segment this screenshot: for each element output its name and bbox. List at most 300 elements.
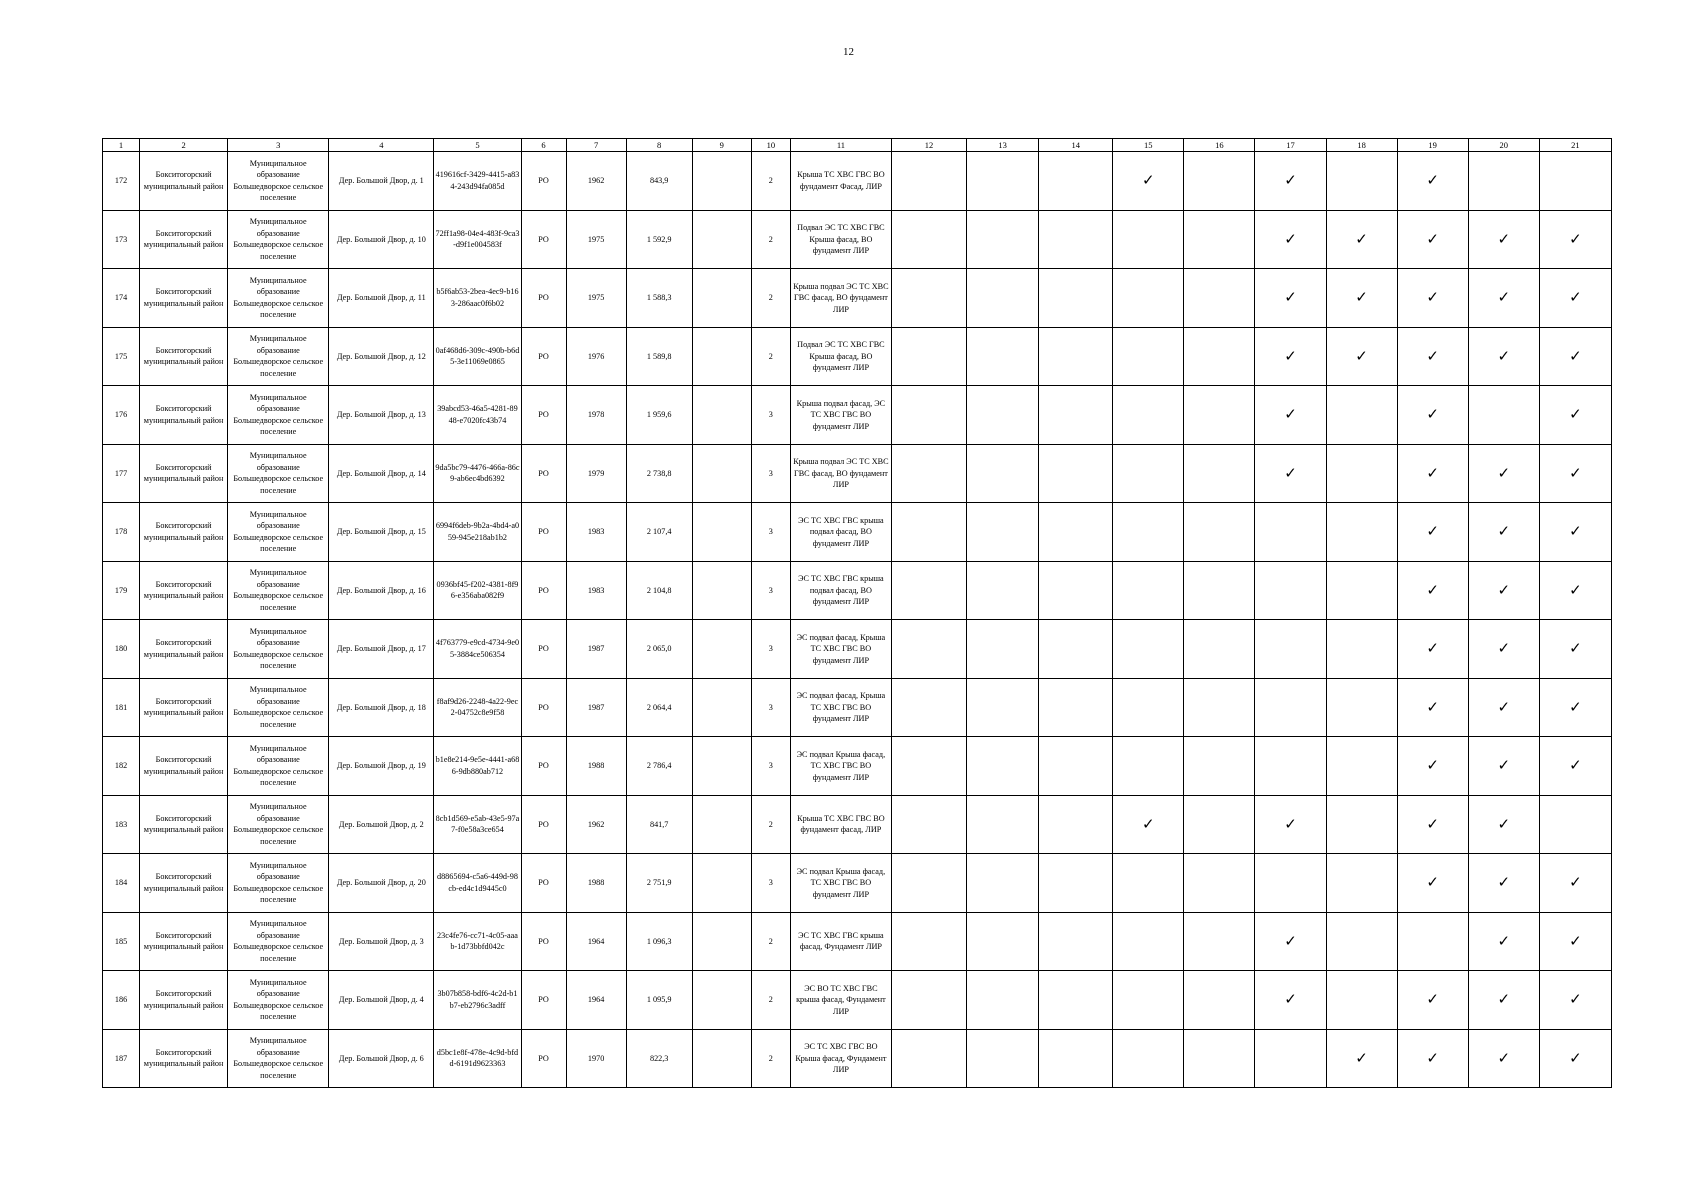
- cell-column-15: [1113, 1029, 1184, 1088]
- cell-district: Бокситогорский муниципальный район: [140, 444, 228, 503]
- check-mark-icon: ✓: [1355, 346, 1368, 365]
- cell-works: Крыша подвал ЭС ТС ХВС ГВС фасад, ВО фундамент ЛИР: [790, 444, 891, 503]
- cell-works: Крыша подвал ЭС ТС ХВС ГВС фасад, ВО фундамент ЛИР: [790, 269, 891, 328]
- cell-column-19: [1397, 327, 1468, 386]
- cell-column-14: [1039, 327, 1113, 386]
- cell-column-13: [967, 1029, 1039, 1088]
- check-mark-icon: ✓: [1426, 171, 1439, 189]
- cell-column-9: [692, 444, 751, 503]
- check-mark-icon: ✓: [1426, 463, 1439, 482]
- cell-column-16: [1184, 795, 1255, 854]
- cell-column-15: [1113, 269, 1184, 328]
- check-mark-icon: ✓: [1355, 229, 1368, 248]
- cell-column-18: [1326, 503, 1397, 562]
- cell-column-9: [692, 327, 751, 386]
- cell-uuid: b5f6ab53-2bea-4ec9-b163-286aac0f6b02: [434, 269, 521, 328]
- cell-municipality: Муниципальное образование Большедворское сельское поселение: [228, 503, 329, 562]
- cell-column-17: [1255, 678, 1326, 737]
- cell-works: Крыша подвал фасад, ЭС ТС ХВС ГВС ВО фундамент ЛИР: [790, 386, 891, 445]
- check-mark-icon: ✓: [1497, 873, 1511, 891]
- check-mark-icon: ✓: [1569, 639, 1582, 657]
- cell-column-14: [1039, 678, 1113, 737]
- cell-column-10: 3: [751, 737, 790, 796]
- cell-column-9: [692, 1029, 751, 1088]
- column-number-14: 14: [1039, 139, 1113, 152]
- cell-address: Дер. Большой Двор, д. 12: [329, 327, 434, 386]
- cell-uuid: 0af468d6-309c-490b-b6d5-3e11069e0865: [434, 327, 521, 386]
- check-mark-icon: ✓: [1426, 1048, 1439, 1067]
- cell-column-13: [967, 620, 1039, 679]
- check-mark-icon: ✓: [1569, 1048, 1582, 1067]
- check-mark-icon: ✓: [1569, 697, 1582, 716]
- check-mark-icon: ✓: [1569, 405, 1582, 423]
- cell-column-9: [692, 971, 751, 1030]
- check-mark-icon: ✓: [1497, 814, 1511, 833]
- table-row: [103, 737, 1612, 796]
- cell-year: 1988: [566, 737, 626, 796]
- check-mark-icon: ✓: [1569, 931, 1582, 950]
- cell-column-9: [692, 620, 751, 679]
- cell-column-20: [1468, 971, 1539, 1030]
- cell-address: Дер. Большой Двор, д. 15: [329, 503, 434, 562]
- cell-column-12: [891, 269, 966, 328]
- cell-column-19: [1397, 971, 1468, 1030]
- cell-area: 2 065,0: [626, 620, 692, 679]
- cell-column-12: [891, 503, 966, 562]
- cell-area: 1 095,9: [626, 971, 692, 1030]
- cell-address: Дер. Большой Двор, д. 18: [329, 678, 434, 737]
- cell-municipality: Муниципальное образование Большедворское сельское поселение: [228, 854, 329, 913]
- cell-uuid: 72ff1a98-04e4-483f-9ca3-d9f1e004583f: [434, 210, 521, 269]
- cell-column-19: [1397, 152, 1468, 211]
- cell-column-13: [967, 795, 1039, 854]
- cell-column-17: [1255, 561, 1326, 620]
- cell-year: 1975: [566, 269, 626, 328]
- cell-municipality: Муниципальное образование Большедворское сельское поселение: [228, 795, 329, 854]
- check-mark-icon: ✓: [1284, 931, 1297, 950]
- cell-address: Дер. Большой Двор, д. 13: [329, 386, 434, 445]
- cell-municipality: Муниципальное образование Большедворское сельское поселение: [228, 444, 329, 503]
- cell-year: 1970: [566, 1029, 626, 1088]
- cell-column-12: [891, 678, 966, 737]
- check-mark-icon: ✓: [1497, 580, 1511, 599]
- cell-area: 841,7: [626, 795, 692, 854]
- cell-column-9: [692, 737, 751, 796]
- cell-column-16: [1184, 737, 1255, 796]
- cell-column-19: [1397, 620, 1468, 679]
- cell-column-14: [1039, 1029, 1113, 1088]
- cell-column-16: [1184, 386, 1255, 445]
- cell-column-17: [1255, 386, 1326, 445]
- cell-column-18: [1326, 386, 1397, 445]
- cell-district: Бокситогорский муниципальный район: [140, 327, 228, 386]
- cell-uuid: 0936bf45-f202-4381-8f96-e356aba082f9: [434, 561, 521, 620]
- cell-uuid: 419616cf-3429-4415-a834-243d94fa085d: [434, 152, 521, 211]
- column-number-11: 11: [790, 139, 891, 152]
- cell-uuid: 39abcd53-46a5-4281-8948-e7020fc43b74: [434, 386, 521, 445]
- cell-column-9: [692, 152, 751, 211]
- check-mark-icon: ✓: [1426, 814, 1439, 833]
- column-number-20: 20: [1468, 139, 1539, 152]
- cell-column-14: [1039, 561, 1113, 620]
- cell-column-21: [1539, 795, 1611, 854]
- cell-column-17: [1255, 854, 1326, 913]
- column-number-12: 12: [891, 139, 966, 152]
- check-mark-icon: ✓: [1284, 288, 1297, 306]
- cell-column-19: [1397, 678, 1468, 737]
- cell-municipality: Муниципальное образование Большедворское сельское поселение: [228, 678, 329, 737]
- cell-works: ЭС подвал фасад, Крыша ТС ХВС ГВС ВО фундамент ЛИР: [790, 620, 891, 679]
- check-mark-icon: ✓: [1497, 1048, 1511, 1067]
- cell-type: РО: [521, 1029, 566, 1088]
- cell-column-17: [1255, 503, 1326, 562]
- cell-district: Бокситогорский муниципальный район: [140, 210, 228, 269]
- table-row: [103, 269, 1612, 328]
- cell-type: РО: [521, 795, 566, 854]
- check-mark-icon: ✓: [1426, 229, 1439, 248]
- column-number-15: 15: [1113, 139, 1184, 152]
- check-mark-icon: ✓: [1497, 931, 1511, 950]
- cell-address: Дер. Большой Двор, д. 20: [329, 854, 434, 913]
- cell-column-15: [1113, 386, 1184, 445]
- cell-column-18: [1326, 269, 1397, 328]
- cell-column-10: 2: [751, 327, 790, 386]
- column-number-1: 1: [103, 139, 140, 152]
- cell-column-14: [1039, 737, 1113, 796]
- cell-uuid: 6994f6deb-9b2a-4bd4-a059-945e218ab1b2: [434, 503, 521, 562]
- cell-column-12: [891, 854, 966, 913]
- cell-works: Крыша ТС ХВС ГВС ВО фундамент фасад, ЛИР: [790, 795, 891, 854]
- cell-column-10: 2: [751, 152, 790, 211]
- cell-column-10: 2: [751, 269, 790, 328]
- cell-year: 1983: [566, 561, 626, 620]
- cell-column-9: [692, 386, 751, 445]
- cell-row-number: 175: [103, 327, 140, 386]
- cell-column-21: [1539, 444, 1611, 503]
- cell-row-number: 182: [103, 737, 140, 796]
- cell-column-20: [1468, 386, 1539, 445]
- cell-column-10: 3: [751, 854, 790, 913]
- cell-column-10: 2: [751, 210, 790, 269]
- cell-column-17: [1255, 327, 1326, 386]
- check-mark-icon: ✓: [1569, 463, 1582, 482]
- cell-row-number: 172: [103, 152, 140, 211]
- cell-year: 1987: [566, 620, 626, 679]
- cell-column-21: [1539, 561, 1611, 620]
- cell-area: 1 959,6: [626, 386, 692, 445]
- cell-column-15: [1113, 210, 1184, 269]
- cell-column-13: [967, 444, 1039, 503]
- cell-column-19: [1397, 386, 1468, 445]
- cell-column-19: [1397, 561, 1468, 620]
- cell-municipality: Муниципальное образование Большедворское сельское поселение: [228, 1029, 329, 1088]
- cell-address: Дер. Большой Двор, д. 10: [329, 210, 434, 269]
- cell-column-16: [1184, 971, 1255, 1030]
- cell-column-12: [891, 795, 966, 854]
- cell-type: РО: [521, 561, 566, 620]
- cell-year: 1962: [566, 795, 626, 854]
- cell-area: 2 104,8: [626, 561, 692, 620]
- cell-column-20: [1468, 795, 1539, 854]
- check-mark-icon: ✓: [1355, 1048, 1368, 1067]
- cell-column-17: [1255, 620, 1326, 679]
- cell-column-18: [1326, 327, 1397, 386]
- column-number-8: 8: [626, 139, 692, 152]
- cell-type: РО: [521, 444, 566, 503]
- column-number-4: 4: [329, 139, 434, 152]
- check-mark-icon: ✓: [1426, 990, 1439, 1008]
- cell-municipality: Муниципальное образование Большедворское сельское поселение: [228, 620, 329, 679]
- cell-area: 2 738,8: [626, 444, 692, 503]
- cell-column-21: [1539, 971, 1611, 1030]
- table-row: [103, 854, 1612, 913]
- cell-column-18: [1326, 1029, 1397, 1088]
- cell-area: 843,9: [626, 152, 692, 211]
- cell-column-20: [1468, 737, 1539, 796]
- cell-type: РО: [521, 737, 566, 796]
- check-mark-icon: ✓: [1569, 229, 1582, 248]
- column-number-row: [103, 139, 1612, 152]
- cell-municipality: Муниципальное образование Большедворское сельское поселение: [228, 737, 329, 796]
- cell-area: 1 589,8: [626, 327, 692, 386]
- cell-column-15: [1113, 620, 1184, 679]
- cell-district: Бокситогорский муниципальный район: [140, 620, 228, 679]
- cell-column-21: [1539, 503, 1611, 562]
- cell-column-12: [891, 561, 966, 620]
- cell-type: РО: [521, 152, 566, 211]
- cell-column-18: [1326, 620, 1397, 679]
- cell-area: 822,3: [626, 1029, 692, 1088]
- column-number-7: 7: [566, 139, 626, 152]
- cell-municipality: Муниципальное образование Большедворское сельское поселение: [228, 971, 329, 1030]
- cell-column-15: [1113, 152, 1184, 211]
- cell-municipality: Муниципальное образование Большедворское сельское поселение: [228, 327, 329, 386]
- cell-area: 1 592,9: [626, 210, 692, 269]
- cell-address: Дер. Большой Двор, д. 3: [329, 912, 434, 971]
- cell-column-21: [1539, 327, 1611, 386]
- cell-works: ЭС ТС ХВС ГВС крыша подвал фасад, ВО фундамент ЛИР: [790, 561, 891, 620]
- cell-type: РО: [521, 503, 566, 562]
- cell-column-16: [1184, 444, 1255, 503]
- cell-year: 1964: [566, 912, 626, 971]
- cell-column-15: [1113, 327, 1184, 386]
- cell-column-12: [891, 912, 966, 971]
- cell-column-14: [1039, 152, 1113, 211]
- cell-column-10: 2: [751, 971, 790, 1030]
- check-mark-icon: ✓: [1284, 463, 1297, 482]
- cell-column-20: [1468, 152, 1539, 211]
- cell-column-15: [1113, 912, 1184, 971]
- cell-column-18: [1326, 854, 1397, 913]
- cell-column-18: [1326, 152, 1397, 211]
- check-mark-icon: ✓: [1569, 873, 1582, 891]
- cell-column-20: [1468, 678, 1539, 737]
- table-row: [103, 912, 1612, 971]
- cell-column-21: [1539, 269, 1611, 328]
- cell-district: Бокситогорский муниципальный район: [140, 503, 228, 562]
- cell-type: РО: [521, 620, 566, 679]
- cell-column-19: [1397, 854, 1468, 913]
- cell-column-17: [1255, 210, 1326, 269]
- check-mark-icon: ✓: [1426, 697, 1439, 716]
- cell-works: ЭС ТС ХВС ГВС крыша фасад, Фундамент ЛИР: [790, 912, 891, 971]
- cell-column-21: [1539, 210, 1611, 269]
- check-mark-icon: ✓: [1426, 405, 1439, 423]
- cell-column-20: [1468, 561, 1539, 620]
- cell-column-15: [1113, 444, 1184, 503]
- column-number-17: 17: [1255, 139, 1326, 152]
- cell-address: Дер. Большой Двор, д. 6: [329, 1029, 434, 1088]
- cell-uuid: d8865694-c5a6-449d-98cb-ed4c1d9445c0: [434, 854, 521, 913]
- cell-area: 1 096,3: [626, 912, 692, 971]
- housing-register-table: [102, 138, 1612, 1088]
- cell-works: ЭС подвал Крыша фасад, ТС ХВС ГВС ВО фундамент ЛИР: [790, 737, 891, 796]
- cell-column-19: [1397, 737, 1468, 796]
- check-mark-icon: ✓: [1497, 346, 1511, 365]
- check-mark-icon: ✓: [1284, 990, 1297, 1008]
- table-row: [103, 327, 1612, 386]
- cell-address: Дер. Большой Двор, д. 19: [329, 737, 434, 796]
- cell-column-17: [1255, 912, 1326, 971]
- cell-column-19: [1397, 269, 1468, 328]
- cell-uuid: f8af9d26-2248-4a22-9ec2-04752c8e9f58: [434, 678, 521, 737]
- cell-district: Бокситогорский муниципальный район: [140, 854, 228, 913]
- cell-column-13: [967, 737, 1039, 796]
- cell-row-number: 178: [103, 503, 140, 562]
- cell-district: Бокситогорский муниципальный район: [140, 269, 228, 328]
- cell-column-13: [967, 327, 1039, 386]
- cell-column-18: [1326, 737, 1397, 796]
- cell-works: ЭС подвал фасад, Крыша ТС ХВС ГВС ВО фундамент ЛИР: [790, 678, 891, 737]
- cell-column-20: [1468, 854, 1539, 913]
- check-mark-icon: ✓: [1497, 463, 1511, 482]
- check-mark-icon: ✓: [1569, 990, 1582, 1008]
- cell-column-18: [1326, 912, 1397, 971]
- cell-column-13: [967, 561, 1039, 620]
- cell-works: Подвал ЭС ТС ХВС ГВС Крыша фасад, ВО фундамент ЛИР: [790, 210, 891, 269]
- cell-municipality: Муниципальное образование Большедворское сельское поселение: [228, 912, 329, 971]
- cell-column-17: [1255, 795, 1326, 854]
- cell-column-16: [1184, 1029, 1255, 1088]
- check-mark-icon: ✓: [1569, 522, 1582, 540]
- cell-column-10: 3: [751, 444, 790, 503]
- cell-column-15: [1113, 561, 1184, 620]
- table-row: [103, 561, 1612, 620]
- cell-column-16: [1184, 152, 1255, 211]
- column-number-6: 6: [521, 139, 566, 152]
- table-row: [103, 503, 1612, 562]
- check-mark-icon: ✓: [1497, 697, 1511, 716]
- cell-municipality: Муниципальное образование Большедворское сельское поселение: [228, 269, 329, 328]
- cell-column-19: [1397, 444, 1468, 503]
- cell-row-number: 187: [103, 1029, 140, 1088]
- page-number: 12: [843, 46, 854, 58]
- cell-column-16: [1184, 561, 1255, 620]
- table-row: [103, 152, 1612, 211]
- cell-column-12: [891, 386, 966, 445]
- cell-works: ЭС ВО ТС ХВС ГВС крыша фасад, Фундамент ЛИР: [790, 971, 891, 1030]
- column-number-19: 19: [1397, 139, 1468, 152]
- cell-uuid: 4f763779-e9cd-4734-9e05-3884ce506354: [434, 620, 521, 679]
- cell-column-10: 2: [751, 1029, 790, 1088]
- cell-column-13: [967, 269, 1039, 328]
- cell-area: 1 588,3: [626, 269, 692, 328]
- check-mark-icon: ✓: [1497, 639, 1511, 657]
- cell-column-15: [1113, 678, 1184, 737]
- cell-column-18: [1326, 795, 1397, 854]
- cell-column-13: [967, 503, 1039, 562]
- cell-year: 1975: [566, 210, 626, 269]
- cell-column-16: [1184, 912, 1255, 971]
- cell-column-10: 2: [751, 912, 790, 971]
- cell-district: Бокситогорский муниципальный район: [140, 795, 228, 854]
- cell-works: ЭС подвал Крыша фасад, ТС ХВС ГВС ВО фундамент ЛИР: [790, 854, 891, 913]
- cell-column-21: [1539, 152, 1611, 211]
- cell-row-number: 173: [103, 210, 140, 269]
- column-number-2: 2: [140, 139, 228, 152]
- cell-type: РО: [521, 327, 566, 386]
- table-row: [103, 386, 1612, 445]
- cell-row-number: 184: [103, 854, 140, 913]
- cell-row-number: 176: [103, 386, 140, 445]
- cell-column-16: [1184, 327, 1255, 386]
- cell-column-20: [1468, 503, 1539, 562]
- cell-uuid: 8cb1d569-e5ab-43e5-97a7-f0e58a3ce654: [434, 795, 521, 854]
- table-row: [103, 971, 1612, 1030]
- cell-column-9: [692, 678, 751, 737]
- column-number-9: 9: [692, 139, 751, 152]
- check-mark-icon: ✓: [1355, 288, 1368, 306]
- check-mark-icon: ✓: [1142, 814, 1155, 833]
- cell-column-12: [891, 152, 966, 211]
- cell-uuid: 9da5bc79-4476-466a-86c9-ab6ec4bd6392: [434, 444, 521, 503]
- cell-address: Дер. Большой Двор, д. 2: [329, 795, 434, 854]
- cell-address: Дер. Большой Двор, д. 17: [329, 620, 434, 679]
- cell-uuid: b1e8e214-9e5e-4441-a686-9db880ab712: [434, 737, 521, 796]
- cell-works: ЭС ТС ХВС ГВС ВО Крыша фасад, Фундамент ЛИР: [790, 1029, 891, 1088]
- cell-column-21: [1539, 620, 1611, 679]
- cell-column-21: [1539, 854, 1611, 913]
- cell-column-18: [1326, 971, 1397, 1030]
- cell-column-20: [1468, 620, 1539, 679]
- check-mark-icon: ✓: [1426, 756, 1439, 774]
- cell-column-16: [1184, 269, 1255, 328]
- cell-column-13: [967, 152, 1039, 211]
- cell-column-10: 3: [751, 620, 790, 679]
- cell-column-12: [891, 327, 966, 386]
- cell-column-19: [1397, 210, 1468, 269]
- cell-column-15: [1113, 503, 1184, 562]
- cell-column-21: [1539, 678, 1611, 737]
- cell-column-14: [1039, 795, 1113, 854]
- cell-type: РО: [521, 912, 566, 971]
- cell-uuid: d5bc1e8f-478e-4c9d-bfdd-6191d9623363: [434, 1029, 521, 1088]
- check-mark-icon: ✓: [1497, 990, 1511, 1008]
- cell-column-20: [1468, 912, 1539, 971]
- cell-column-9: [692, 795, 751, 854]
- cell-year: 1976: [566, 327, 626, 386]
- check-mark-icon: ✓: [1569, 580, 1582, 599]
- cell-area: 2 751,9: [626, 854, 692, 913]
- cell-column-12: [891, 444, 966, 503]
- cell-column-16: [1184, 210, 1255, 269]
- cell-column-19: [1397, 912, 1468, 971]
- check-mark-icon: ✓: [1284, 229, 1297, 248]
- cell-column-14: [1039, 269, 1113, 328]
- cell-column-15: [1113, 795, 1184, 854]
- cell-year: 1964: [566, 971, 626, 1030]
- cell-column-10: 3: [751, 386, 790, 445]
